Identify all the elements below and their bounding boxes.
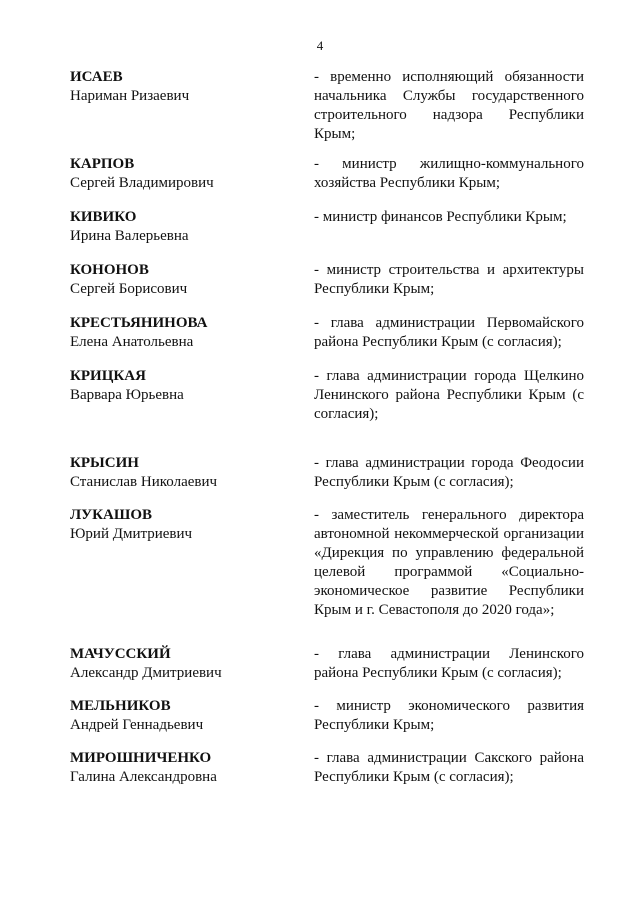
member-role: - заместитель генерального директора автономной некоммерческой организации «Дирекция по управлению федеральной целевой программой «Социально-экономическое развитие Республики Крым и г. Севастополя до 2020 года»;: [314, 507, 584, 618]
member-surname: ИСАЕВ: [70, 69, 123, 85]
member-role: - глава администрации города Феодосии Республики Крым (с согласия);: [314, 455, 584, 490]
member-given-names: Нариман Ризаевич: [70, 88, 190, 104]
member-surname: КРЫСИН: [70, 455, 139, 471]
member-surname: КАРПОВ: [70, 156, 135, 172]
member-given-names: Сергей Владимирович: [70, 175, 214, 191]
member-person: [70, 749, 295, 787]
member-role: - глава администрации города Щелкино Ленинского района Республики Крым (с согласия);: [314, 368, 584, 422]
member-person: [70, 506, 295, 544]
member-person: [70, 68, 295, 106]
member-person: [70, 314, 295, 352]
member-given-names: Елена Анатольевна: [70, 334, 194, 350]
member-given-names: Галина Александровна: [70, 769, 217, 785]
member-surname: КИВИКО: [70, 209, 137, 225]
member-surname: МЕЛЬНИКОВ: [70, 698, 171, 714]
member-role: - глава администрации Первомайского района Республики Крым (с согласия);: [314, 315, 584, 350]
member-surname: ЛУКАШОВ: [70, 507, 153, 523]
member-surname: МАЧУССКИЙ: [70, 646, 171, 662]
member-given-names: Станислав Николаевич: [70, 474, 218, 490]
member-person: [70, 454, 295, 492]
member-surname: КОНОНОВ: [70, 262, 149, 278]
member-person: [70, 261, 295, 299]
member-given-names: Ирина Валерьевна: [70, 228, 189, 244]
member-person: [70, 155, 295, 193]
member-role: - глава администрации Ленинского района Республики Крым (с согласия);: [314, 646, 584, 681]
member-person: [70, 645, 295, 683]
member-role: - временно исполняющий обязанности начальника Службы государственного строительного надзора Республики Крым;: [314, 69, 584, 142]
member-role: - министр финансов Республики Крым;: [314, 209, 567, 225]
member-surname: КРИЦКАЯ: [70, 368, 146, 384]
member-given-names: Андрей Геннадьевич: [70, 717, 204, 733]
member-role: - глава администрации Сакского района Республики Крым (с согласия);: [314, 750, 584, 785]
member-person: [70, 697, 295, 735]
member-role: - министр жилищно-коммунального хозяйства Республики Крым;: [314, 156, 584, 191]
member-person: [70, 208, 295, 246]
member-role: - министр строительства и архитектуры Республики Крым;: [314, 262, 584, 297]
member-person: [70, 367, 295, 405]
member-surname: МИРОШНИЧЕНКО: [70, 750, 212, 766]
page-number: 4: [316, 38, 324, 53]
member-role: - министр экономического развития Республики Крым;: [314, 698, 584, 733]
member-given-names: Юрий Дмитриевич: [70, 526, 193, 542]
member-given-names: Александр Дмитриевич: [70, 665, 222, 681]
member-given-names: Сергей Борисович: [70, 281, 188, 297]
member-given-names: Варвара Юрьевна: [70, 387, 184, 403]
member-surname: КРЕСТЬЯНИНОВА: [70, 315, 208, 331]
